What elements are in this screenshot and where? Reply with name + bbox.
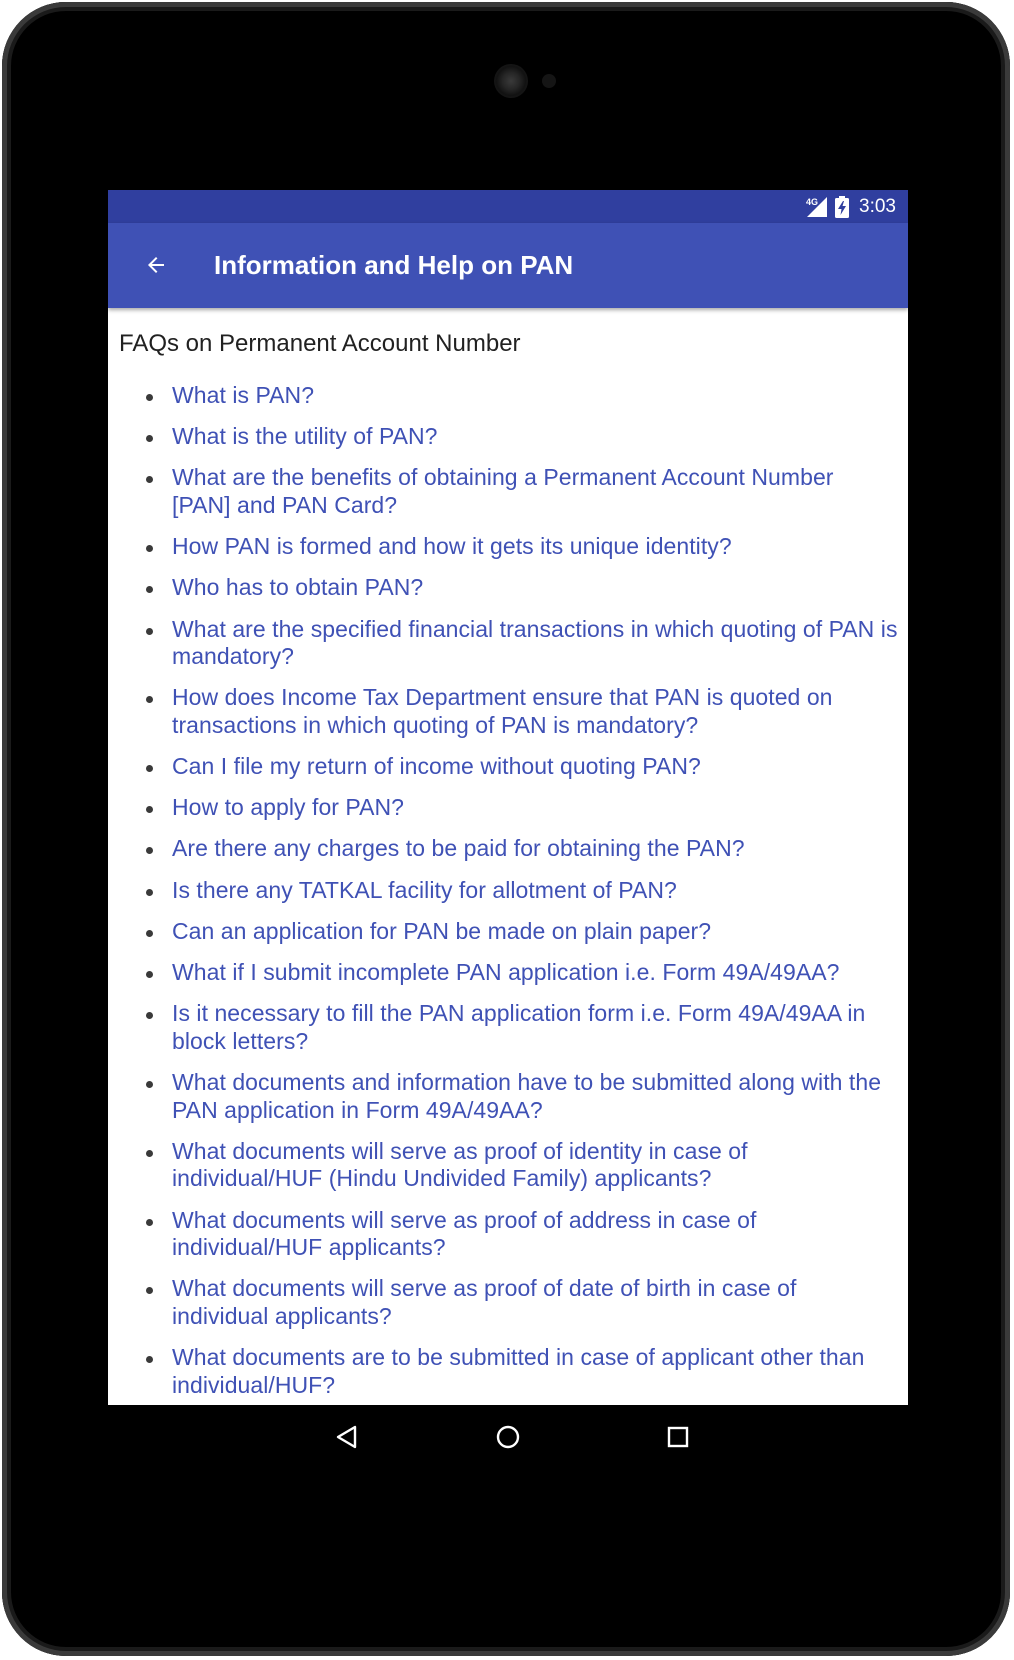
status-icons <box>805 190 896 223</box>
navigation-bar <box>108 1405 908 1468</box>
faq-link[interactable]: What is the utility of PAN? <box>172 423 438 450</box>
bullet <box>146 628 153 635</box>
front-camera <box>494 64 528 98</box>
app-bar <box>108 223 908 308</box>
light-sensor <box>542 74 556 88</box>
faq-list-item <box>108 1069 908 1124</box>
faq-link[interactable]: What documents will serve as proof of date of birth in case of individual applicants? <box>172 1275 797 1329</box>
faq-list-item <box>108 1275 908 1330</box>
faq-link[interactable]: What are the specified financial transactions in which quoting of PAN is mandatory? <box>172 615 898 670</box>
faq-link[interactable]: What is PAN? <box>172 382 315 408</box>
nav-recents-square-icon <box>665 1424 691 1450</box>
faq-list-item <box>108 918 908 946</box>
faq-list-item <box>108 574 908 602</box>
faq-content[interactable] <box>108 308 908 1405</box>
faq-list-item <box>108 835 908 863</box>
network-type-label: 4G <box>806 196 819 207</box>
faq-list-item <box>108 616 908 671</box>
faq-link[interactable]: Is it necessary to fill the PAN application form i.e. Form 49A/49AA in block letters? <box>172 1000 866 1054</box>
faq-heading: FAQs on Permanent Account Number <box>119 330 521 357</box>
bullet <box>146 889 153 896</box>
faq-link[interactable]: Are there any charges to be paid for obtaining the PAN? <box>172 835 745 862</box>
bullet <box>146 394 153 401</box>
faq-list-item <box>108 877 908 905</box>
bullet <box>146 930 153 937</box>
cellular-signal-icon <box>805 196 829 218</box>
back-button[interactable] <box>132 241 180 289</box>
bullet <box>146 476 153 483</box>
bullet <box>146 1356 153 1363</box>
status-bar <box>108 190 908 223</box>
faq-link[interactable]: Is there any TATKAL facility for allotment of PAN? <box>172 876 677 903</box>
faq-list-item <box>108 684 908 739</box>
faq-list-item <box>108 533 908 561</box>
nav-back-button[interactable] <box>323 1413 371 1461</box>
bullet <box>146 971 153 978</box>
faq-link[interactable]: What documents are to be submitted in case of applicant other than individual/HUF? <box>172 1344 865 1398</box>
bullet <box>146 1287 153 1294</box>
bullet <box>146 847 153 854</box>
faq-list-item <box>108 464 908 519</box>
faq-link[interactable]: What documents and information have to be submitted along with the PAN application in Form 49A/49AA? <box>172 1069 882 1123</box>
bullet <box>146 435 153 442</box>
nav-recents-button[interactable] <box>654 1413 702 1461</box>
status-clock: 3:03 <box>859 195 896 217</box>
faq-link[interactable]: Can I file my return of income without quoting PAN? <box>172 753 701 780</box>
bullet <box>146 765 153 772</box>
bullet <box>146 545 153 552</box>
faq-list-item <box>108 794 908 822</box>
bullet <box>146 1081 153 1088</box>
arrow-back-icon <box>144 253 168 277</box>
faq-link[interactable]: How to apply for PAN? <box>172 794 405 821</box>
faq-link[interactable]: What if I submit incomplete PAN application i.e. Form 49A/49AA? <box>172 959 840 986</box>
faq-link[interactable]: How does Income Tax Department ensure that PAN is quoted on transactions in which quoting of PAN is mandatory? <box>172 684 833 738</box>
nav-home-circle-icon <box>495 1424 521 1450</box>
faq-link[interactable]: What are the benefits of obtaining a Permanent Account Number [PAN] and PAN Card? <box>172 464 834 518</box>
faq-link[interactable]: Who has to obtain PAN? <box>172 574 424 601</box>
bullet <box>146 1012 153 1019</box>
faq-list <box>108 382 908 1405</box>
bullet <box>146 586 153 593</box>
nav-back-triangle-icon <box>334 1424 360 1450</box>
faq-list-item <box>108 959 908 987</box>
battery-charging-icon <box>835 196 849 218</box>
faq-list-item <box>108 1207 908 1262</box>
bullet <box>146 696 153 703</box>
bullet <box>146 1150 153 1157</box>
page-title: Information and Help on PAN <box>214 250 574 280</box>
bullet <box>146 806 153 813</box>
faq-list-item <box>108 382 908 410</box>
faq-link[interactable]: What documents will serve as proof of identity in case of individual/HUF (Hindu Undivided Family) applicants? <box>172 1137 748 1192</box>
faq-list-item <box>108 1000 908 1055</box>
faq-link[interactable]: Can an application for PAN be made on plain paper? <box>172 917 712 944</box>
faq-list-item <box>108 1344 908 1399</box>
bullet <box>146 1219 153 1226</box>
faq-list-item <box>108 1138 908 1193</box>
faq-list-item <box>108 753 908 781</box>
nav-home-button[interactable] <box>484 1413 532 1461</box>
faq-link[interactable]: What documents will serve as proof of address in case of individual/HUF applicants? <box>172 1206 757 1261</box>
faq-list-item <box>108 423 908 451</box>
device-screen <box>108 190 908 1468</box>
faq-link[interactable]: How PAN is formed and how it gets its unique identity? <box>172 533 732 560</box>
